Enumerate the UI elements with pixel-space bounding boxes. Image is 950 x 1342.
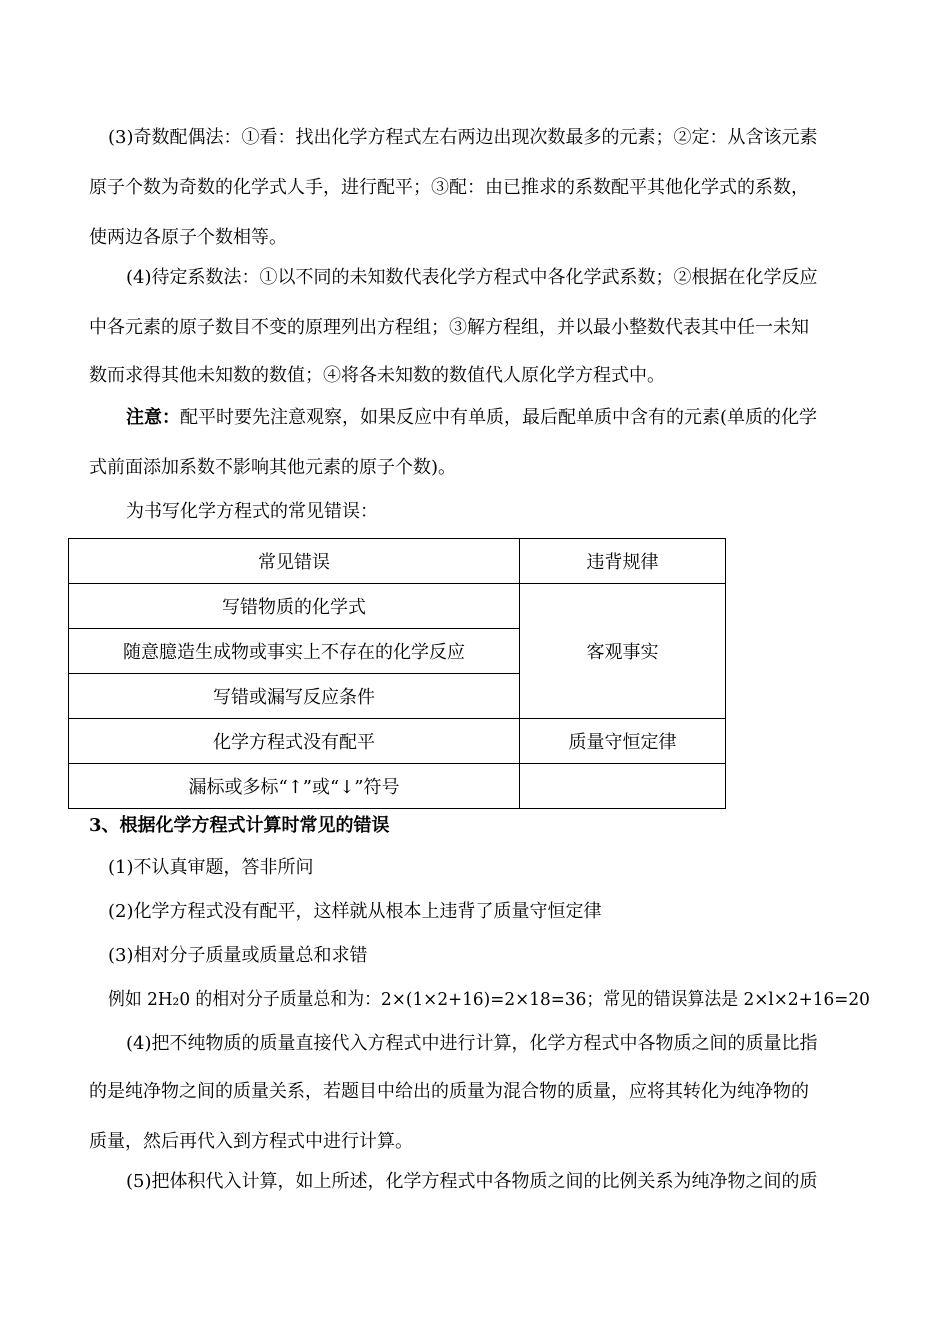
para-undetermined-line2: 中各元素的原子数目不变的原理列出方程组；③解方程组，并以最小整数代表其中任一未知 [89,317,809,338]
para-undetermined-line1: (4)待定系数法：①以不同的未知数代表化学方程式中各化学武系数；②根据在化学反应 [126,267,818,288]
para-odd-even-line1: (3)奇数配偶法：①看：找出化学方程式左右两边出现次数最多的元素；②定：从含该元素 [108,127,818,148]
section3-item1: (1)不认真审题，答非所问 [108,857,314,878]
section3-item4-line3: 质量，然后再代入到方程式中进行计算。 [89,1131,413,1152]
section3-item2: (2)化学方程式没有配平，这样就从根本上违背了质量守恒定律 [108,901,602,922]
table-cell-error: 写错物质的化学式 [69,584,520,629]
note-line2: 式前面添加系数不影响其他元素的原子个数)。 [89,457,457,478]
table-header-row [69,539,726,584]
table-row [69,584,726,629]
common-errors-table [68,538,726,809]
table-cell-rule-mass: 质量守恒定律 [520,719,726,764]
table-header-rule: 违背规律 [520,539,726,584]
table-cell-error: 随意臆造生成物或事实上不存在的化学反应 [69,629,520,674]
para-odd-even-line3: 使两边各原子个数相等。 [89,227,287,248]
para-odd-even-line2: 原子个数为奇数的化学式人手，进行配平；③配：由已推求的系数配平其他化学式的系数， [89,177,809,198]
table-header-error: 常见错误 [69,539,520,584]
para-undetermined-line3: 数而求得其他未知数的数值；④将各未知数的数值代人原化学方程式中。 [89,365,665,386]
table-cell-error: 写错或漏写反应条件 [69,674,520,719]
table-intro: 为书写化学方程式的常见错误： [126,501,378,522]
section3-item5-line1: (5)把体积代入计算，如上所述，化学方程式中各物质之间的比例关系为纯净物之间的质 [126,1171,818,1192]
note-label: 注意： [126,407,180,428]
table-cell-error: 化学方程式没有配平 [69,719,520,764]
table-row [69,719,726,764]
section3-item4-line2: 的是纯净物之间的质量关系，若题目中给出的质量为混合物的质量，应将其转化为纯净物的 [89,1081,809,1102]
table-cell-empty [520,764,726,809]
section3-example: 例如 2H₂0 的相对分子质量总和为：2×(1×2+16)=2×18=36；常见的错误算法是 2×l×2+16=20 [108,989,870,1010]
note-text: 配平时要先注意观察，如果反应中有单质，最后配单质中含有的元素(单质的化学 [180,407,818,428]
table-row [69,764,726,809]
section3-heading: 3、根据化学方程式计算时常见的错误 [89,815,390,836]
table-cell-error: 漏标或多标“↑”或“↓”符号 [69,764,520,809]
note-line1 [126,406,817,430]
table-cell-rule-objective: 客观事实 [520,584,726,719]
section3-item4-line1: (4)把不纯物质的质量直接代入方程式中进行计算，化学方程式中各物质之间的质量比指 [126,1033,818,1054]
section3-item3: (3)相对分子质量或质量总和求错 [108,945,368,966]
